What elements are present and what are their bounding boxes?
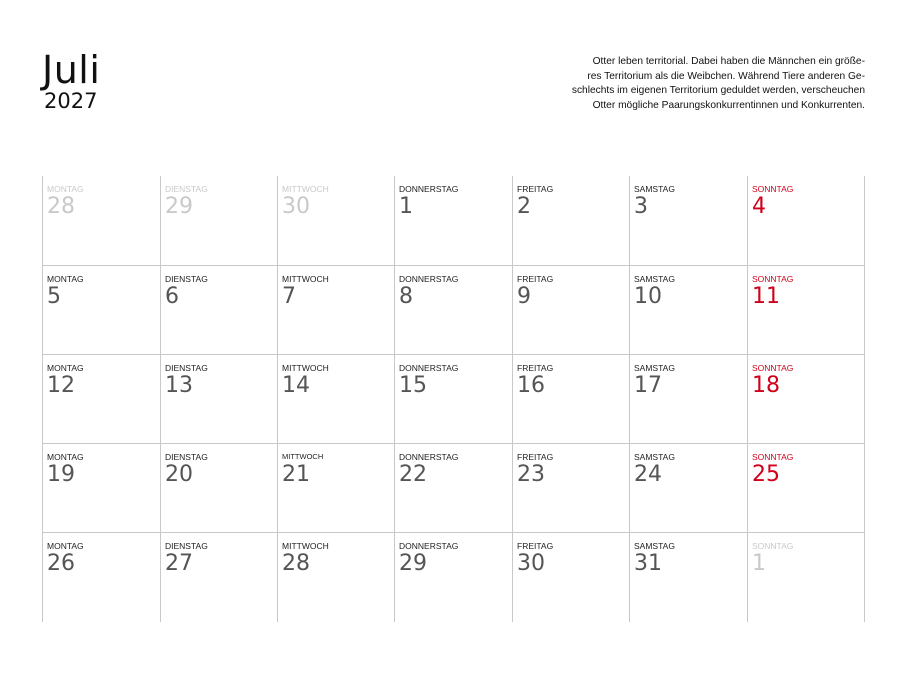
day-number: 28 bbox=[47, 194, 75, 219]
weekday-label: DIENSTAG bbox=[165, 363, 208, 373]
weekday-label: MITTWOCH bbox=[282, 363, 329, 373]
weekday-label: SONNTAG bbox=[752, 274, 794, 284]
day-number: 19 bbox=[47, 462, 75, 487]
calendar-week-row bbox=[42, 176, 865, 265]
weekday-label: MONTAG bbox=[47, 363, 84, 373]
description-line: res Territorium als die Weibchen. Während Tiere anderen Ge- bbox=[587, 70, 865, 82]
day-number: 12 bbox=[47, 373, 75, 398]
calendar-day-cell bbox=[394, 355, 512, 444]
day-number: 26 bbox=[47, 551, 75, 576]
calendar-day-cell bbox=[747, 355, 865, 444]
weekday-label: MITTWOCH bbox=[282, 184, 329, 194]
day-number: 4 bbox=[752, 194, 766, 219]
day-number: 16 bbox=[517, 373, 545, 398]
calendar-day-cell bbox=[277, 444, 394, 533]
weekday-label: DIENSTAG bbox=[165, 274, 208, 284]
calendar-day-cell bbox=[42, 355, 160, 444]
day-number: 29 bbox=[165, 194, 193, 219]
weekday-label: MONTAG bbox=[47, 541, 84, 551]
weekday-label: MONTAG bbox=[47, 274, 84, 284]
day-number: 9 bbox=[517, 284, 531, 309]
weekday-label: DIENSTAG bbox=[165, 541, 208, 551]
weekday-label: FREITAG bbox=[517, 541, 554, 551]
day-number: 10 bbox=[634, 284, 662, 309]
weekday-label: SONNTAG bbox=[752, 452, 794, 462]
day-number: 29 bbox=[399, 551, 427, 576]
calendar-week-row bbox=[42, 354, 865, 444]
weekday-label: DONNERSTAG bbox=[399, 274, 459, 284]
calendar-grid bbox=[42, 176, 865, 622]
weekday-label: SAMSTAG bbox=[634, 541, 675, 551]
weekday-label: DIENSTAG bbox=[165, 184, 208, 194]
weekday-label: SONNTAG bbox=[752, 184, 794, 194]
day-number: 30 bbox=[282, 194, 310, 219]
weekday-label: MITTWOCH bbox=[282, 452, 324, 461]
day-number: 21 bbox=[282, 462, 310, 487]
day-number: 8 bbox=[399, 284, 413, 309]
weekday-label: DONNERSTAG bbox=[399, 452, 459, 462]
calendar-day-cell bbox=[394, 444, 512, 533]
calendar-day-cell bbox=[629, 533, 747, 622]
day-number: 3 bbox=[634, 194, 648, 219]
calendar-day-cell bbox=[160, 355, 277, 444]
month-title: Juli bbox=[42, 48, 101, 92]
weekday-label: MITTWOCH bbox=[282, 274, 329, 284]
calendar-day-cell bbox=[512, 444, 629, 533]
calendar-day-cell bbox=[42, 444, 160, 533]
day-number: 15 bbox=[399, 373, 427, 398]
weekday-label: SONNTAG bbox=[752, 541, 794, 551]
day-number: 5 bbox=[47, 284, 61, 309]
calendar-day-cell bbox=[394, 176, 512, 265]
calendar-day-cell bbox=[42, 266, 160, 355]
day-number: 31 bbox=[634, 551, 662, 576]
weekday-label: FREITAG bbox=[517, 274, 554, 284]
calendar-day-cell bbox=[512, 533, 629, 622]
day-number: 13 bbox=[165, 373, 193, 398]
calendar-day-cell bbox=[42, 533, 160, 622]
day-number: 1 bbox=[752, 551, 766, 576]
description-line: Otter mögliche Paarungskonkurrentinnen und Konkurrenten. bbox=[592, 99, 865, 111]
calendar-day-cell bbox=[512, 176, 629, 265]
day-number: 17 bbox=[634, 373, 662, 398]
weekday-label: DONNERSTAG bbox=[399, 541, 459, 551]
calendar-day-cell bbox=[160, 176, 277, 265]
weekday-label: FREITAG bbox=[517, 452, 554, 462]
day-number: 2 bbox=[517, 194, 531, 219]
description-line: Otter leben territorial. Dabei haben die Männchen ein größe- bbox=[592, 56, 865, 67]
calendar-day-cell bbox=[512, 355, 629, 444]
calendar-day-cell bbox=[747, 176, 865, 265]
month-description bbox=[535, 55, 865, 113]
day-number: 18 bbox=[752, 373, 780, 398]
day-number: 22 bbox=[399, 462, 427, 487]
calendar-day-cell bbox=[160, 533, 277, 622]
calendar-day-cell bbox=[747, 444, 865, 533]
weekday-label: SAMSTAG bbox=[634, 363, 675, 373]
weekday-label: SONNTAG bbox=[752, 363, 794, 373]
weekday-label: SAMSTAG bbox=[634, 452, 675, 462]
day-number: 1 bbox=[399, 194, 413, 219]
calendar-day-cell bbox=[160, 444, 277, 533]
calendar-day-cell bbox=[277, 266, 394, 355]
calendar-day-cell bbox=[160, 266, 277, 355]
weekday-label: DONNERSTAG bbox=[399, 184, 459, 194]
calendar-day-cell bbox=[277, 355, 394, 444]
description-line: schlechts im eigenen Territorium geduldet werden, verscheuchen bbox=[571, 85, 865, 96]
calendar-day-cell bbox=[629, 355, 747, 444]
day-number: 25 bbox=[752, 462, 780, 487]
calendar-day-cell bbox=[629, 176, 747, 265]
weekday-label: MITTWOCH bbox=[282, 541, 329, 551]
calendar-day-cell bbox=[629, 444, 747, 533]
day-number: 27 bbox=[165, 551, 193, 576]
day-number: 23 bbox=[517, 462, 545, 487]
calendar-day-cell bbox=[394, 533, 512, 622]
weekday-label: FREITAG bbox=[517, 184, 554, 194]
calendar-day-cell bbox=[747, 533, 865, 622]
calendar-day-cell bbox=[277, 176, 394, 265]
day-number: 30 bbox=[517, 551, 545, 576]
weekday-label: MONTAG bbox=[47, 184, 84, 194]
day-number: 7 bbox=[282, 284, 296, 309]
weekday-label: SAMSTAG bbox=[634, 184, 675, 194]
calendar-week-row bbox=[42, 265, 865, 355]
calendar-week-row bbox=[42, 443, 865, 533]
calendar-day-cell bbox=[512, 266, 629, 355]
day-number: 20 bbox=[165, 462, 193, 487]
weekday-label: FREITAG bbox=[517, 363, 554, 373]
day-number: 11 bbox=[752, 284, 780, 309]
calendar-week-row bbox=[42, 532, 865, 622]
calendar-day-cell bbox=[394, 266, 512, 355]
weekday-label: DONNERSTAG bbox=[399, 363, 459, 373]
day-number: 28 bbox=[282, 551, 310, 576]
weekday-label: MONTAG bbox=[47, 452, 84, 462]
weekday-label: DIENSTAG bbox=[165, 452, 208, 462]
calendar-day-cell bbox=[747, 266, 865, 355]
day-number: 24 bbox=[634, 462, 662, 487]
day-number: 14 bbox=[282, 373, 310, 398]
day-number: 6 bbox=[165, 284, 179, 309]
calendar-day-cell bbox=[277, 533, 394, 622]
year-title: 2027 bbox=[44, 89, 98, 113]
calendar-day-cell bbox=[42, 176, 160, 265]
calendar-day-cell bbox=[629, 266, 747, 355]
weekday-label: SAMSTAG bbox=[634, 274, 675, 284]
